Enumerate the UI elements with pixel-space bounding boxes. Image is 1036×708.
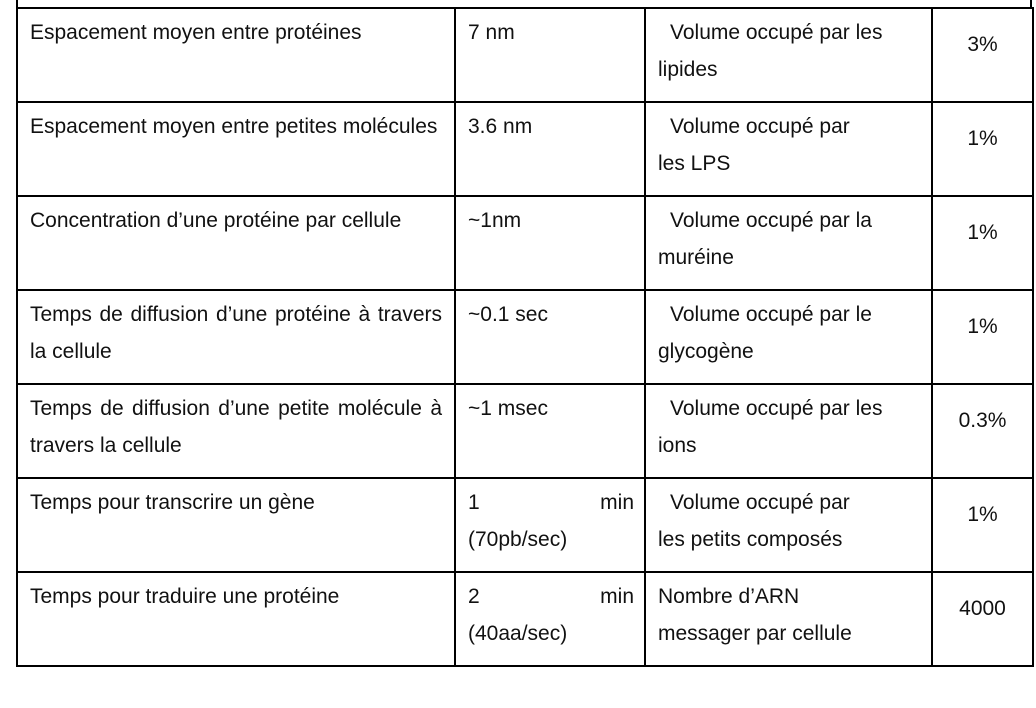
- row-param: [645, 196, 932, 290]
- row-value: 7 nm: [455, 8, 645, 102]
- param-line-1: Volume occupé par: [670, 491, 850, 514]
- row-result: 1%: [932, 290, 1033, 384]
- param-line-1: Volume occupé par: [670, 115, 850, 138]
- param-line-1: Volume occupé par la: [670, 209, 872, 232]
- row-value: [455, 478, 645, 572]
- table-row: [17, 102, 1033, 196]
- row-param: [645, 290, 932, 384]
- value-unit: min: [600, 585, 634, 608]
- table-row: [17, 478, 1033, 572]
- row-label: Espacement moyen entre protéines: [17, 8, 455, 102]
- row-label: Temps de diffusion d’une protéine à travers la cellule: [17, 290, 455, 384]
- row-result: 3%: [932, 8, 1033, 102]
- param-line-1: Volume occupé par les: [670, 21, 883, 44]
- row-label: Temps de diffusion d’une petite molécule à travers la cellule: [17, 384, 455, 478]
- row-label: Concentration d’une protéine par cellule: [17, 196, 455, 290]
- row-value: ~0.1 sec: [455, 290, 645, 384]
- row-param: [645, 572, 932, 666]
- table-row: [17, 572, 1033, 666]
- row-value: ~1nm: [455, 196, 645, 290]
- row-result: 1%: [932, 102, 1033, 196]
- value-number: 1: [468, 491, 480, 514]
- param-line-2: messager par cellule: [658, 622, 852, 645]
- cell-parameters-table: [16, 7, 1034, 667]
- row-result: 1%: [932, 478, 1033, 572]
- row-value: 3.6 nm: [455, 102, 645, 196]
- param-line-2: ions: [658, 434, 697, 457]
- row-result: 1%: [932, 196, 1033, 290]
- param-line-1: Volume occupé par le: [670, 303, 872, 326]
- value-rate: (40aa/sec): [468, 622, 568, 645]
- table-row: [17, 196, 1033, 290]
- row-param: [645, 478, 932, 572]
- row-param: [645, 8, 932, 102]
- table-row: [17, 290, 1033, 384]
- param-line-2: les petits composés: [658, 528, 843, 551]
- row-value: [455, 572, 645, 666]
- value-unit: min: [600, 491, 634, 514]
- param-line-2: glycogène: [658, 340, 754, 363]
- table-row: [17, 384, 1033, 478]
- param-line-1: Volume occupé par les: [670, 397, 883, 420]
- param-line-2: lipides: [658, 58, 718, 81]
- row-label: Temps pour transcrire un gène: [17, 478, 455, 572]
- row-result: 0.3%: [932, 384, 1033, 478]
- param-line-2: les LPS: [658, 152, 731, 175]
- row-param: [645, 384, 932, 478]
- value-number: 2: [468, 585, 480, 608]
- row-label: Espacement moyen entre petites molécules: [17, 102, 455, 196]
- value-rate: (70pb/sec): [468, 528, 568, 551]
- row-param: [645, 102, 932, 196]
- param-line-1: Nombre d’ARN: [658, 585, 800, 608]
- row-value: ~1 msec: [455, 384, 645, 478]
- table-row: [17, 8, 1033, 102]
- param-line-2: muréine: [658, 246, 734, 269]
- row-label: Temps pour traduire une protéine: [17, 572, 455, 666]
- row-result: 4000: [932, 572, 1033, 666]
